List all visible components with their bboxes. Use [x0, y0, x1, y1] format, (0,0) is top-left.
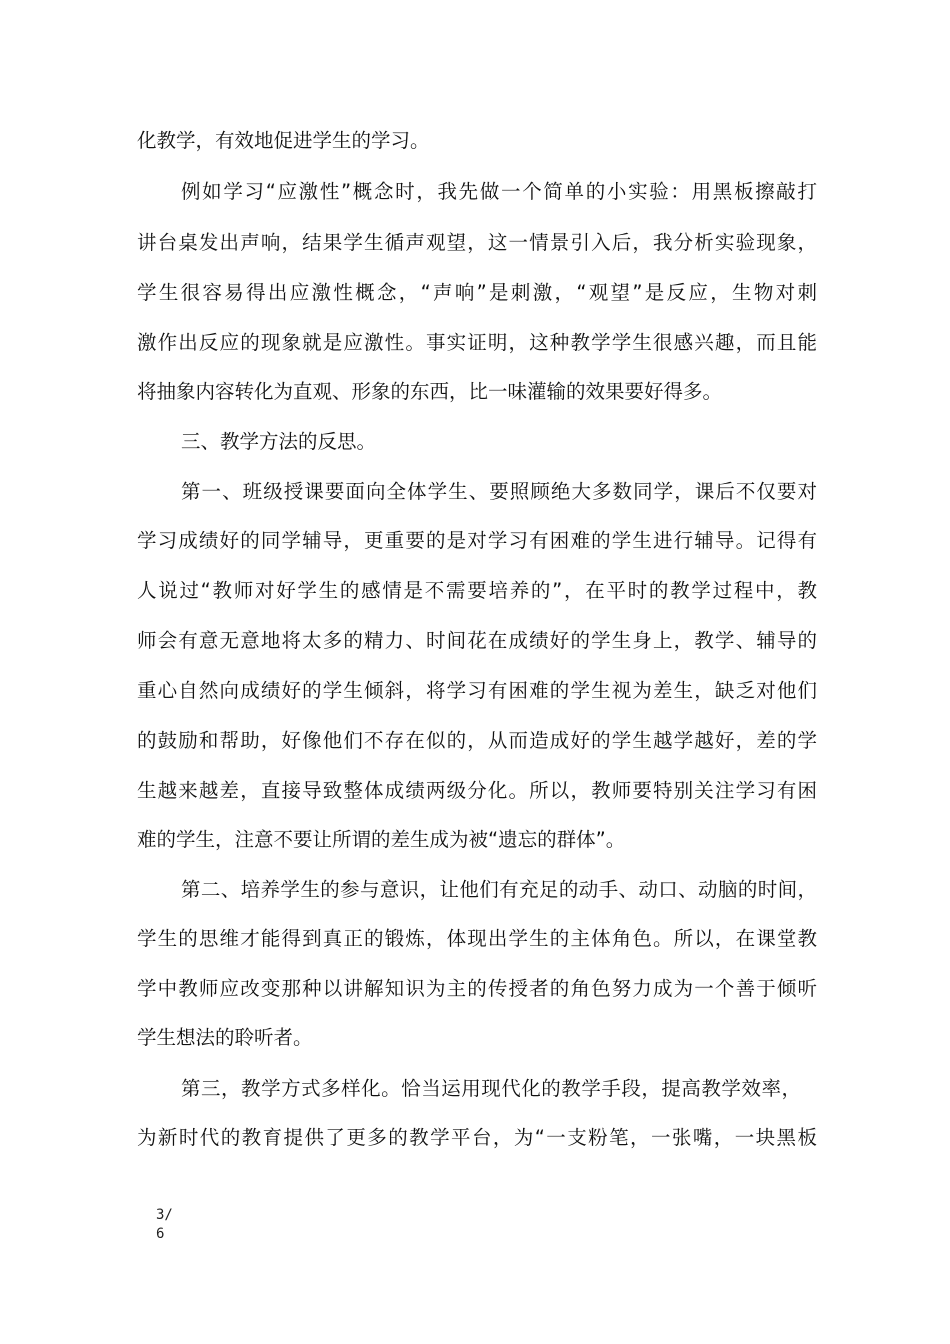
text-line-21: 为新时代的教育提供了更多的教学平台，为“一支粉笔，一张嘴，一块黑板 [137, 1126, 817, 1149]
page-number-top: 3/ [156, 1207, 173, 1223]
text-line-16: 第二、培养学生的参与意识，让他们有充足的动手、动口、动脑的时间， [181, 878, 817, 901]
text-line-6: 将抽象内容转化为直观、形象的东西，比一味灌输的效果要好得多。 [137, 380, 723, 403]
text-line-15: 难的学生，注意不要让所谓的差生成为被“遗忘的群体”。 [137, 828, 626, 851]
text-line-5: 激作出反应的现象就是应激性。事实证明，这种教学学生很感兴趣，而且能 [137, 331, 817, 354]
section-heading: 三、教学方法的反思。 [181, 430, 377, 453]
text-line-3: 讲台桌发出声响，结果学生循声观望，这一情景引入后，我分析实验现象， [137, 231, 817, 254]
page-number-bottom: 6 [156, 1226, 165, 1242]
text-line-11: 师会有意无意地将太多的精力、时间花在成绩好的学生身上，教学、辅导的 [137, 629, 817, 652]
text-line-10: 人说过“教师对好学生的感情是不需要培养的”，在平时的教学过程中，教 [137, 579, 817, 602]
text-line-20: 第三，教学方式多样化。恰当运用现代化的教学手段，提高教学效率， [181, 1077, 801, 1100]
text-line-19: 学生想法的聆听者。 [137, 1026, 313, 1049]
text-line-9: 学习成绩好的同学辅导，更重要的是对学习有困难的学生进行辅导。记得有 [137, 529, 817, 552]
text-line-8: 第一、班级授课要面向全体学生、要照顾绝大多数同学，课后不仅要对 [181, 480, 817, 503]
text-line-13: 的鼓励和帮助，好像他们不存在似的，从而造成好的学生越学越好，差的学 [137, 729, 817, 752]
text-line-14: 生越来越差，直接导致整体成绩两级分化。所以，教师要特别关注学习有困 [137, 779, 817, 802]
text-line-18: 学中教师应改变那种以讲解知识为主的传授者的角色努力成为一个善于倾听 [137, 977, 817, 1000]
text-line-17: 学生的思维才能得到真正的锻炼，体现出学生的主体角色。所以，在课堂教 [137, 927, 817, 950]
text-line-1: 化教学，有效地促进学生的学习。 [137, 129, 430, 152]
text-line-12: 重心自然向成绩好的学生倾斜，将学习有困难的学生视为差生，缺乏对他们 [137, 679, 817, 702]
text-line-4: 学生很容易得出应激性概念，“声响”是刺激，“观望”是反应，生物对刺 [137, 281, 817, 304]
text-line-2: 例如学习“应激性”概念时，我先做一个简单的小实验：用黑板擦敲打 [181, 180, 817, 203]
